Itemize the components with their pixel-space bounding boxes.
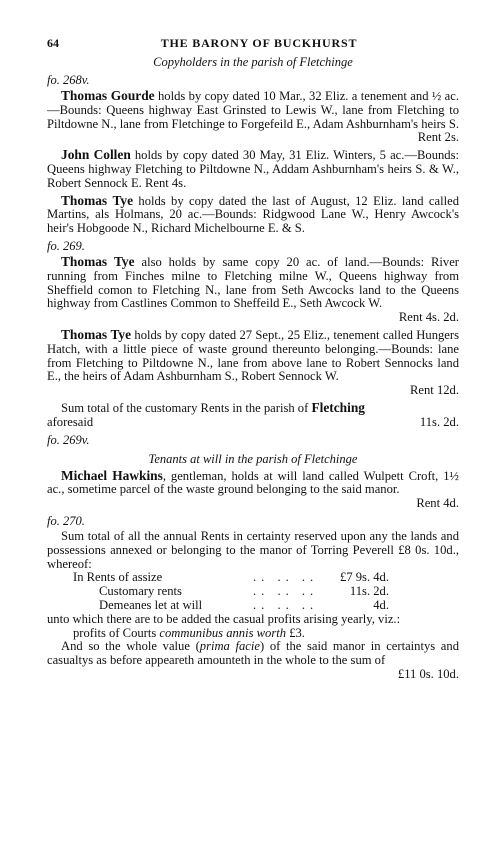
tenant-name: Thomas Tye	[61, 192, 134, 208]
entry-paragraph	[47, 255, 459, 311]
entry-text: holds by copy dated 30 May, 31 Eliz. Winters, 5 ac.—Bounds: Queens highway Fletching to Piltdowne N., Addam Ashburnham's heirs S. & W., Robert Sennock E.	[47, 148, 459, 190]
rent-amount: Rent 2s.	[417, 130, 459, 145]
entry-text: holds by copy dated 10 Mar., 32 Eliz. a tenement and ½ ac.—Bounds: Queens highway East Grinsted to Lewis W., lane from Fletching to Piltdowne N., lane from Fletchinge to Forgefeild E., Adam Ashburnham's heirs S.	[47, 89, 460, 131]
folio-ref: fo. 269v.	[47, 432, 90, 447]
sum-annual-paragraph: Sum total of all the annual Rents in certainty reserved upon any the lands and possessions annexed or belonging to the manor of Torring Peverell £8 0s. 10d., whereof:	[47, 528, 459, 571]
folio-ref: fo. 269.	[47, 238, 85, 253]
row-amount: 11s. 2d.	[349, 584, 389, 599]
tenant-name: Thomas Tye	[61, 253, 135, 269]
final-text-b: ) of the said manor in certaintys and casualtys as before appeareth amounteth in the whole to the sum of	[47, 639, 459, 668]
row-amount: 4d.	[373, 597, 389, 612]
table-row	[73, 599, 389, 613]
row-dots: .. .. ..	[253, 597, 319, 612]
sum-last-word: aforesaid	[47, 414, 94, 429]
row-dots: .. .. ..	[253, 584, 319, 599]
section-heading-tenants: Tenants at will in the parish of Fletchinge	[148, 451, 358, 466]
profits-suffix: £3.	[286, 625, 305, 640]
entry-paragraph	[47, 194, 459, 236]
folio-ref: fo. 268v.	[47, 73, 90, 87]
row-label: In Rents of assize	[73, 570, 163, 585]
sum-customary-line	[47, 416, 459, 430]
entry-text: also holds by same copy 20 ac. of land.—Bounds: River running from Finches milne to Fletching milne W., Queens highway from Sheffield comon to Fletching N., lane from Seth Awcocks land to the Queens highway from Castlines Common to Sheffeild E., Seth Awcock W.	[47, 254, 459, 311]
table-row	[73, 585, 389, 599]
profits-prefix: profits of Courts	[73, 625, 160, 640]
rent-amount: Rent 4s. 2d.	[398, 310, 459, 325]
entry-paragraph	[47, 469, 459, 498]
folio-ref: fo. 270.	[47, 513, 85, 528]
row-label: Demeanes let at will	[99, 597, 203, 612]
table-row	[73, 571, 389, 585]
row-amount: £7 9s. 4d.	[340, 570, 389, 585]
tenant-name: John Collen	[61, 147, 131, 163]
entry-paragraph	[47, 328, 459, 384]
sum-customary-paragraph	[47, 401, 459, 416]
rents-table	[73, 571, 389, 612]
entry-paragraph	[47, 89, 459, 131]
page-number: 64	[47, 36, 59, 50]
row-dots: .. .. ..	[253, 570, 319, 585]
row-label: Customary rents	[99, 584, 182, 599]
document-page	[47, 36, 459, 682]
profits-line	[47, 627, 459, 641]
final-italic: prima facie	[199, 639, 260, 654]
parish-name: Fletching	[311, 399, 365, 415]
page-header	[47, 36, 459, 51]
running-title: THE BARONY OF BUCKHURST	[160, 36, 358, 50]
rent-amount: Rent 4s.	[144, 175, 187, 190]
tenant-name: Michael Hawkins	[61, 467, 163, 483]
entry-paragraph	[47, 148, 459, 190]
casual-profits-text: unto which there are to be added the casual profits arising yearly, viz.:	[47, 611, 401, 626]
tenant-name: Thomas Gourde	[61, 88, 155, 103]
rent-amount: Rent 4d.	[416, 496, 459, 511]
entry-text: holds by copy dated the last of August, 12 Eliz. land called Martins, als Holmans, 20 ac.—Bounds: Ridgwood Lane W., Henry Awcock's heir's Hobgoode N., Richard Michelbourne E. & S.	[47, 193, 459, 236]
final-amount: £11 0s. 10d.	[397, 666, 459, 681]
final-value-paragraph	[47, 640, 459, 668]
final-text-a: And so the whole value (	[61, 639, 200, 654]
rent-amount: Rent 12d.	[410, 383, 459, 398]
section-heading-copyholders: Copyholders in the parish of Fletchinge	[153, 55, 353, 69]
sum-customary-amount: 11s. 2d.	[419, 414, 459, 429]
entry-text: holds by copy dated 27 Sept., 25 Eliz., tenement called Hungers Hatch, with a little piece of waste ground thereunto belonging.—Bounds: lane from Fletching to Piltdowne N., lane from above lane to Robert Sennocks land E., the heirs of Adam Ashburnham S., Robert Sennock W.	[47, 327, 459, 384]
sum-text: Sum total of the customary Rents in the parish of	[61, 400, 312, 415]
profits-italic: communibus annis worth	[159, 625, 287, 640]
tenant-name: Thomas Tye	[61, 326, 132, 342]
entry-text: , gentleman, holds at will land called Wulpett Croft, 1½ ac., sometime parcel of the waste ground belonging to the said manor.	[47, 468, 459, 497]
